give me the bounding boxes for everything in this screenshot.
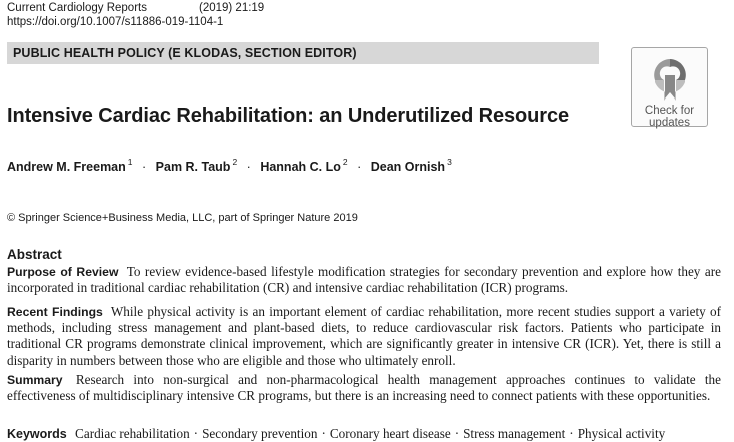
keyword-separator: · [321, 426, 326, 441]
keyword-item[interactable]: Secondary prevention [202, 426, 318, 441]
crossmark-line1: Check for [644, 105, 695, 117]
purpose-label: Purpose of Review [7, 265, 119, 279]
author-name[interactable]: Andrew M. Freeman [7, 160, 126, 174]
keywords-label: Keywords [7, 427, 67, 441]
author-affiliation: 3 [447, 157, 452, 167]
author-separator: · [357, 160, 362, 174]
journal-name: Current Cardiology Reports [7, 2, 147, 14]
author-affiliation: 2 [342, 157, 348, 167]
findings-label: Recent Findings [7, 305, 103, 319]
summary-label: Summary [7, 373, 63, 387]
abstract-findings [7, 304, 721, 369]
author-list [7, 154, 452, 175]
check-for-updates-button[interactable] [631, 47, 708, 127]
keyword-item[interactable]: Coronary heart disease [329, 426, 451, 441]
section-editor-bar: PUBLIC HEALTH POLICY (E KLODAS, SECTION EDITOR) [7, 42, 599, 64]
purpose-text: To review evidence-based lifestyle modification strategies for secondary prevention and explore how they are incorporated in traditional cardiac rehabilitation (CR) and intensive cardiac rehabilitation (ICR) programs. [7, 264, 721, 296]
author-separator: · [246, 160, 251, 174]
author-name[interactable]: Dean Ornish [370, 160, 446, 174]
abstract-heading: Abstract [7, 247, 62, 262]
keyword-separator: · [454, 426, 460, 441]
keyword-separator: · [193, 426, 199, 441]
keyword-item[interactable]: Cardiac rehabilitation [75, 426, 190, 441]
crossmark-icon [651, 53, 689, 105]
keywords-line [7, 426, 665, 442]
abstract-purpose [7, 264, 721, 296]
citation-volume: (2019) 21:19 [198, 2, 265, 14]
article-title: Intensive Cardiac Rehabilitation: an Underutilized Resource [7, 105, 570, 127]
author-name[interactable]: Pam R. Taub [155, 160, 231, 174]
keyword-item[interactable]: Stress management [463, 426, 566, 441]
author-affiliation: 2 [232, 157, 238, 167]
author-affiliation: 1 [127, 157, 133, 167]
author-name[interactable]: Hannah C. Lo [260, 160, 341, 174]
keyword-item[interactable]: Physical activity [577, 426, 666, 441]
journal-citation-line [7, 1, 264, 15]
summary-text: Research into non-surgical and non-pharmacological health management approaches continues to validate the effectiveness of multidisciplinary intensive CR programs, but there is an increasing need to connect patients with these opportunities. [7, 372, 722, 404]
doi-link[interactable]: https://doi.org/10.1007/s11886-019-1104-1 [7, 16, 224, 28]
crossmark-line2: updates [649, 117, 690, 129]
abstract-summary [7, 372, 721, 404]
copyright-notice: © Springer Science+Business Media, LLC, part of Springer Nature 2019 [7, 212, 358, 224]
author-separator: · [142, 160, 147, 174]
keyword-separator: · [569, 426, 574, 441]
findings-text: While physical activity is an important element of cardiac rehabilitation, more recent studies support a variety of methods, including stress management and plant-based diets, to reduce cardiovascular risk factors. Patients who participate in traditional CR programs demonstrate clinical improvement, which are significantly greater in intensive CR (ICR). Yet, there is still a disparity in numbers between those who are eligible and those who ultimately enroll. [7, 304, 721, 368]
